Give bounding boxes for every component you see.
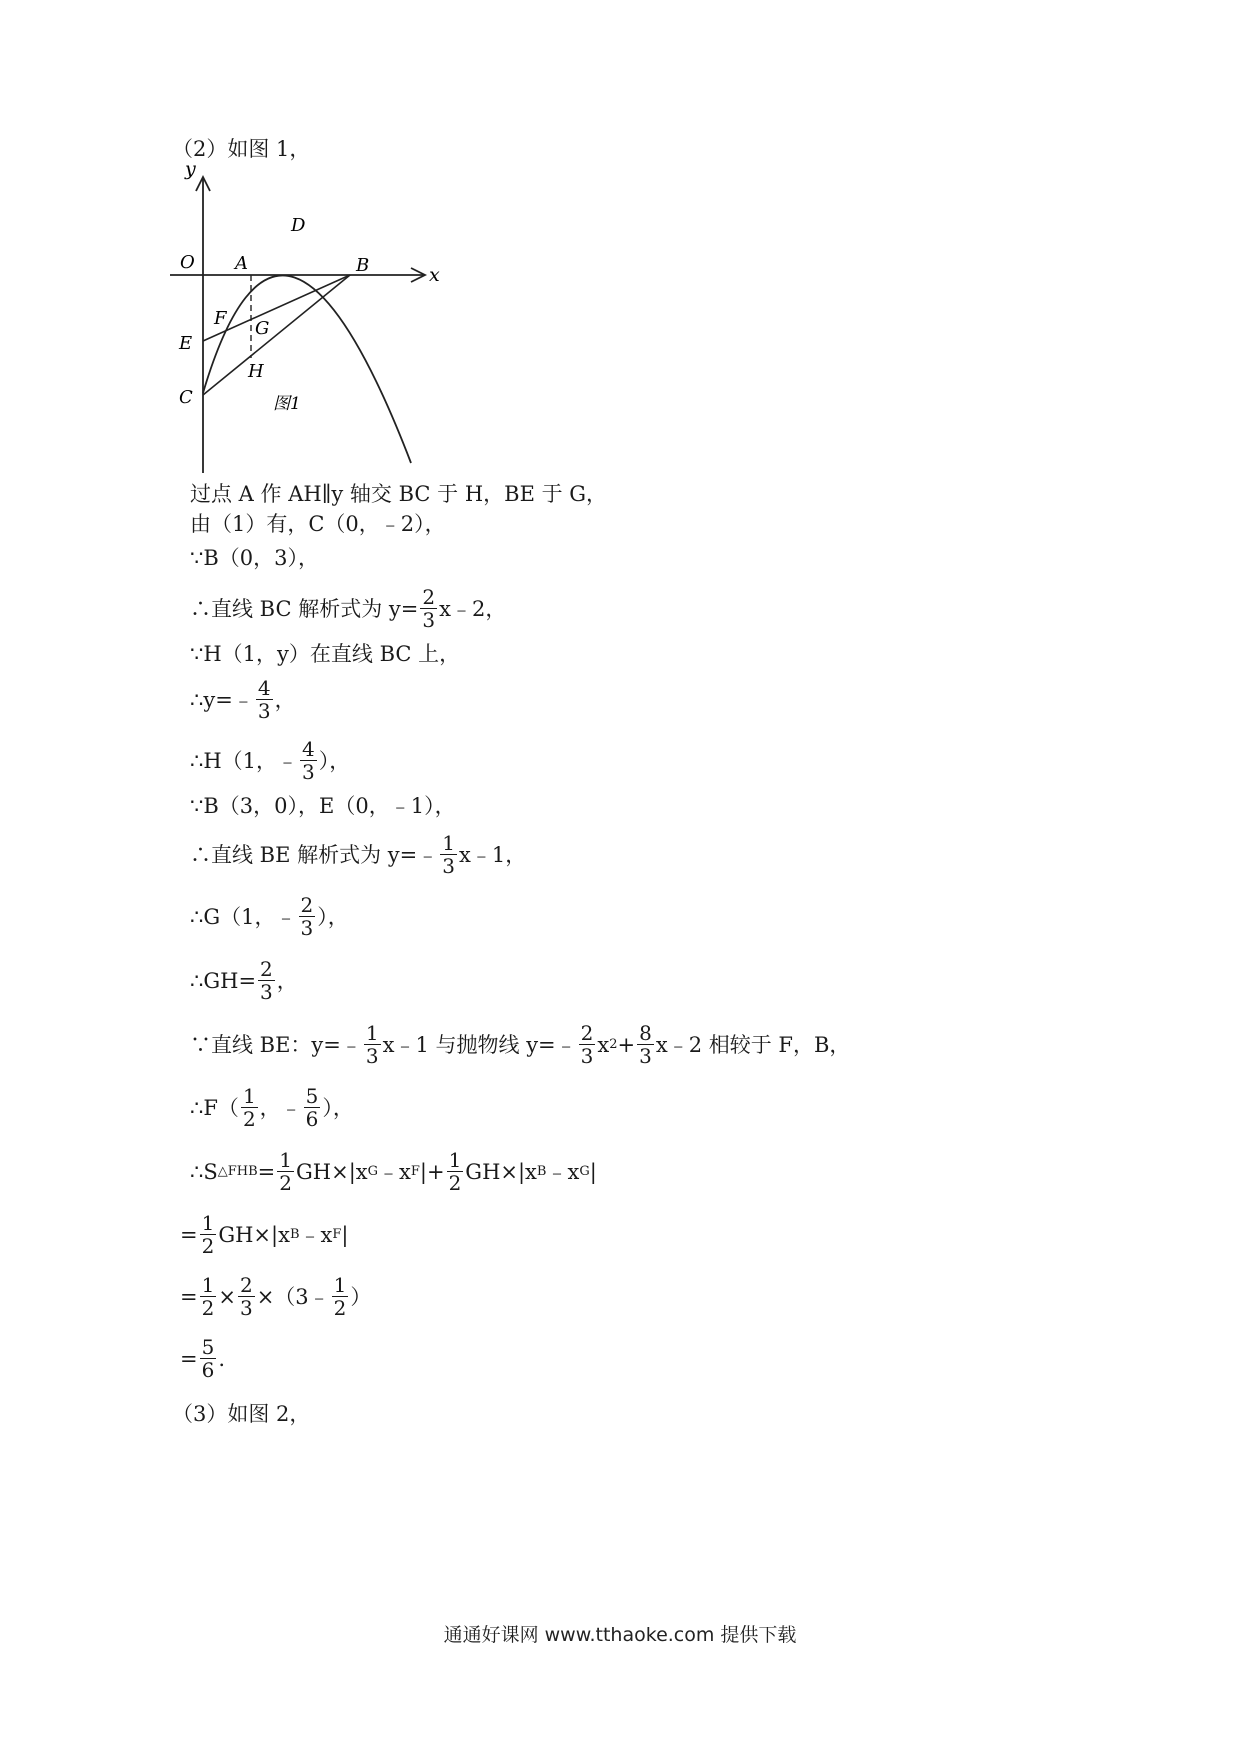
denominator: 3 xyxy=(422,608,436,632)
numerator: 1 xyxy=(201,1211,215,1235)
figure-caption: 图1 xyxy=(273,394,301,414)
denominator: 2 xyxy=(279,1171,293,1195)
numerator: 1 xyxy=(201,1273,215,1297)
fraction xyxy=(420,586,437,631)
label-e: E xyxy=(179,333,193,354)
label-g: G xyxy=(255,318,270,339)
fraction xyxy=(364,1022,381,1067)
line-9-post: x﹣1， xyxy=(458,842,527,867)
line-15-a2: ﹣x xyxy=(299,1222,333,1247)
denominator: 2 xyxy=(201,1296,215,1320)
numerator: 4 xyxy=(302,737,315,761)
line-10 xyxy=(190,894,349,939)
numerator: 2 xyxy=(580,1021,594,1045)
line-4 xyxy=(190,586,506,631)
numerator: 1 xyxy=(242,1084,256,1108)
line-16-post: ） xyxy=(350,1284,372,1309)
denominator: 3 xyxy=(300,916,314,940)
line-14-b2: ﹣x xyxy=(546,1159,580,1184)
denominator: 3 xyxy=(580,1044,594,1068)
denominator: 2 xyxy=(201,1234,215,1258)
line-15-pre: = xyxy=(180,1222,198,1247)
line-4-post: x﹣2， xyxy=(439,596,507,621)
numerator: 1 xyxy=(442,831,455,855)
line-6 xyxy=(190,677,296,722)
fraction xyxy=(637,1022,654,1067)
line-15-a3: | xyxy=(341,1222,349,1247)
line-17-post: . xyxy=(218,1346,226,1371)
label-f: F xyxy=(214,308,227,329)
fraction xyxy=(258,958,275,1003)
numerator: 2 xyxy=(300,893,314,917)
line-9 xyxy=(190,832,526,877)
line-cb xyxy=(203,275,350,395)
line-8: ∵B（3，0），E（0，﹣1）， xyxy=(190,794,456,818)
numerator: 2 xyxy=(422,585,436,609)
denominator: 3 xyxy=(639,1044,652,1068)
line-12: ∵直线 BE：y=﹣ $\frac{1}{3}$ x﹣1 与抛物线 y=﹣ $\frac{2}{3}$ x 2 + $\frac{8}{3}$ x﹣2 相较于 F，B， xyxy=(190,1021,851,1068)
line-5: ∵H（1，y）在直线 BC 上， xyxy=(190,642,461,666)
line-2: 由（1）有，C（0，﹣2）， xyxy=(190,512,446,536)
part2-heading: （2）如图 1， xyxy=(172,137,311,161)
fraction xyxy=(277,1149,294,1194)
label-b: B xyxy=(356,255,370,276)
line-14-b3: | xyxy=(589,1159,597,1184)
denominator: 3 xyxy=(239,1296,253,1320)
line-12-pre: ∵直线 BE：y=﹣ xyxy=(190,1032,362,1057)
line-1: 过点 A 作 AH∥y 轴交 BC 于 H，BE 于 G， xyxy=(190,482,608,506)
label-y: y xyxy=(185,158,196,180)
fraction xyxy=(256,677,273,722)
fraction xyxy=(579,1022,596,1067)
fraction xyxy=(299,894,316,939)
footer-watermark: 通通好课网 www.tthaoke.com 提供下载 xyxy=(443,1624,797,1646)
fraction xyxy=(447,1149,464,1194)
numerator: 2 xyxy=(260,957,273,981)
fraction xyxy=(300,738,317,783)
line-7-post: ）， xyxy=(318,748,351,773)
line-12-mid: x﹣1 与抛物线 y=﹣ xyxy=(382,1032,577,1057)
line-17 xyxy=(180,1336,225,1381)
numerator: 2 xyxy=(239,1273,253,1297)
line-10-pre: ∴G（1，﹣ xyxy=(190,904,297,929)
line-16-m1: × xyxy=(218,1284,236,1309)
line-16 xyxy=(180,1274,371,1319)
line-16-pre: = xyxy=(180,1284,198,1309)
line-9-pre: ∴直线 BE 解析式为 y=﹣ xyxy=(190,842,439,867)
denominator: 2 xyxy=(333,1296,347,1320)
label-o: O xyxy=(180,252,195,273)
line-14-a2: ﹣x xyxy=(378,1159,411,1184)
line-14: ∴S △FHB = $\frac{1}{2}$ GH×|x G ﹣x F |+ $\frac{1}{2}$ GH×|x B ﹣x G | xyxy=(190,1148,597,1195)
fraction xyxy=(200,1336,217,1381)
line-13-post: ）， xyxy=(322,1095,354,1120)
figure-1 xyxy=(179,158,505,473)
fraction xyxy=(200,1212,217,1257)
fraction xyxy=(304,1085,321,1130)
numerator: 1 xyxy=(279,1148,293,1172)
denominator: 6 xyxy=(305,1107,319,1131)
fraction xyxy=(241,1085,258,1130)
line-15-a1: GH×|x xyxy=(218,1222,290,1247)
numerator: 5 xyxy=(305,1084,319,1108)
label-d: D xyxy=(291,215,306,236)
denominator: 3 xyxy=(302,760,315,784)
line-11-pre: ∴GH= xyxy=(190,968,257,993)
denominator: 2 xyxy=(448,1171,462,1195)
line-12-post: x﹣2 相较于 F，B， xyxy=(655,1032,851,1057)
denominator: 2 xyxy=(242,1107,256,1131)
line-14-pre: ∴S xyxy=(190,1159,218,1184)
numerator: 5 xyxy=(201,1335,215,1359)
fraction xyxy=(440,832,457,877)
numerator: 8 xyxy=(639,1021,652,1045)
label-h: H xyxy=(248,361,264,382)
denominator: 3 xyxy=(365,1044,379,1068)
denominator: 3 xyxy=(257,699,271,723)
line-13-pre: ∴F（ xyxy=(190,1095,239,1120)
numerator: 1 xyxy=(365,1021,379,1045)
line-14-eq: = xyxy=(257,1159,276,1184)
line-14-b1: GH×|x xyxy=(465,1159,537,1184)
line-6-pre: ∴y=﹣ xyxy=(190,687,254,712)
label-c: C xyxy=(179,387,193,408)
numerator: 1 xyxy=(448,1148,462,1172)
line-15: = $\frac{1}{2}$ GH×|x B ﹣x F | xyxy=(180,1211,349,1258)
line-6-post: ， xyxy=(274,687,296,712)
label-a: A xyxy=(235,253,248,274)
part3-heading: （3）如图 2， xyxy=(172,1402,311,1426)
line-13-mid: ，﹣ xyxy=(259,1095,302,1120)
line-11 xyxy=(190,958,298,1003)
fraction xyxy=(332,1274,349,1319)
numerator: 1 xyxy=(333,1273,347,1297)
line-14-a1: GH×|x xyxy=(296,1159,368,1184)
line-12-x2: x xyxy=(597,1032,610,1057)
fraction xyxy=(238,1274,255,1319)
line-12-plus: + xyxy=(617,1032,636,1057)
line-14-a3: |+ xyxy=(419,1159,445,1184)
line-7 xyxy=(190,738,350,783)
line-16-m2: ×（3﹣ xyxy=(256,1284,330,1309)
denominator: 3 xyxy=(260,980,273,1004)
line-10-post: ）， xyxy=(317,904,349,929)
line-11-post: ， xyxy=(276,968,298,993)
line-17-pre: = xyxy=(180,1346,198,1371)
denominator: 3 xyxy=(442,854,455,878)
line-7-pre: ∴H（1，﹣ xyxy=(190,748,299,773)
figure-1-graph xyxy=(179,158,505,473)
numerator: 4 xyxy=(257,676,271,700)
denominator: 6 xyxy=(201,1358,215,1382)
fraction xyxy=(200,1274,217,1319)
line-13 xyxy=(190,1085,354,1130)
label-x: x xyxy=(429,264,440,286)
line-4-pre: ∴直线 BC 解析式为 y= xyxy=(190,596,419,621)
line-3: ∵B（0，3）， xyxy=(190,546,320,570)
